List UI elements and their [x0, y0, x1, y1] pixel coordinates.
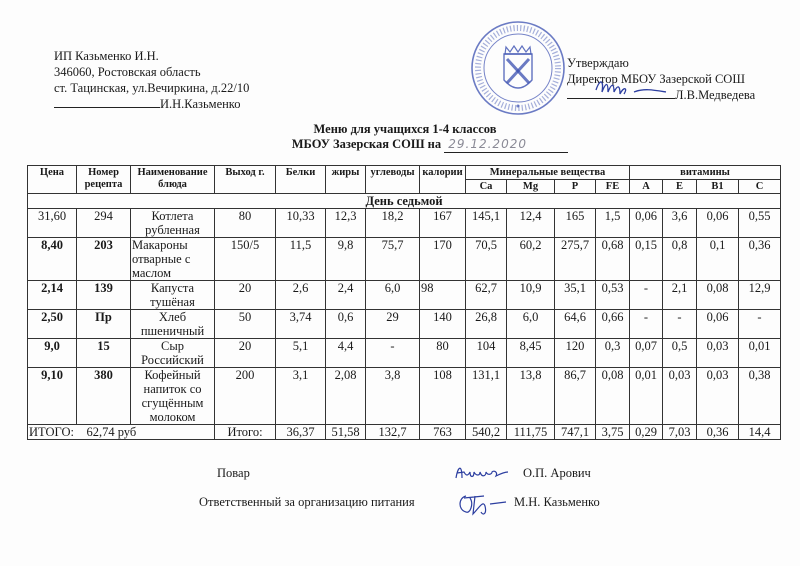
org-address-2: ст. Тацинская, ул.Вечиркина, д.22/10 [54, 81, 250, 95]
cell-carbs: 75,7 [366, 238, 420, 281]
signature-underline [54, 96, 160, 108]
menu-title [0, 122, 800, 153]
header-price: Цена [28, 166, 77, 194]
header-vitamins: витамины [630, 166, 781, 180]
cell-carbs: 29 [366, 310, 420, 339]
cell-price: 9,0 [28, 339, 77, 368]
header-ca: Ca [466, 180, 507, 194]
table-row [28, 238, 781, 281]
header-carbs: углеводы [366, 166, 420, 194]
cell-ca: 131,1 [466, 368, 507, 425]
cell-c: - [739, 310, 781, 339]
cell-e: 0,5 [663, 339, 697, 368]
cell-dish: Макароны отварные с маслом [131, 238, 215, 281]
header-p: P [555, 180, 596, 194]
cell-fat: 12,3 [326, 209, 366, 238]
cell-e: 0,03 [663, 368, 697, 425]
menu-title-line1: Меню для учащихся 1-4 классов [313, 122, 497, 136]
cell-a: 0,01 [630, 368, 663, 425]
cell-recipe: Пр [77, 310, 131, 339]
menu-date: 29.12.2020 [444, 137, 568, 153]
approve-label: Утверждаю [567, 56, 629, 70]
total-cell [28, 425, 215, 440]
cell-protein: 3,1 [276, 368, 326, 425]
cell-dish: Кофейный напиток со сгущённым молоком [131, 368, 215, 425]
cell-yield: 80 [215, 209, 276, 238]
cell-p: 165 [555, 209, 596, 238]
cell-fe: 0,08 [596, 368, 630, 425]
cell-protein: 3,74 [276, 310, 326, 339]
cell-ca: 70,5 [466, 238, 507, 281]
responsible-label: Ответственный за организацию питания [199, 495, 415, 509]
cell-calories: 170 [420, 238, 466, 281]
header-yield: Выход г. [215, 166, 276, 194]
cell-a: - [630, 281, 663, 310]
cell-protein: 10,33 [276, 209, 326, 238]
cell-p: 86,7 [555, 368, 596, 425]
cell-protein: 2,6 [276, 281, 326, 310]
cell-mg: 10,9 [507, 281, 555, 310]
cell-recipe: 380 [77, 368, 131, 425]
cell-fat: 4,4 [326, 339, 366, 368]
header-dish: Наименование блюда [131, 166, 215, 194]
cell-c: 0,55 [739, 209, 781, 238]
cell-c: 0,38 [739, 368, 781, 425]
cell-price: 2,14 [28, 281, 77, 310]
cook-name: О.П. Арович [523, 466, 591, 480]
cell-mg: 8,45 [507, 339, 555, 368]
cell-fe: 1,5 [596, 209, 630, 238]
cell-dish: Капуста тушёная [131, 281, 215, 310]
day-row [28, 194, 781, 209]
cell-mg: 12,4 [507, 209, 555, 238]
cell-ca: 145,1 [466, 209, 507, 238]
header-b1: B1 [697, 180, 739, 194]
org-address-1: 346060, Ростовская область [54, 65, 201, 79]
total-b1: 0,36 [697, 425, 739, 440]
org-signature-line [54, 96, 249, 112]
cell-fat: 2,08 [326, 368, 366, 425]
cell-fe: 0,68 [596, 238, 630, 281]
cell-recipe: 294 [77, 209, 131, 238]
total-fat: 51,58 [326, 425, 366, 440]
table-row [28, 310, 781, 339]
cell-mg: 6,0 [507, 310, 555, 339]
menu-table [27, 165, 781, 440]
total-p: 747,1 [555, 425, 596, 440]
org-name: ИП Казьменко И.Н. [54, 49, 159, 63]
table-row [28, 209, 781, 238]
header-e: E [663, 180, 697, 194]
cook-label: Повар [217, 466, 250, 480]
header-recipe: Номер рецепта [77, 166, 131, 194]
total-label: ИТОГО: [29, 425, 74, 439]
table-header-row [28, 166, 781, 180]
cell-mg: 60,2 [507, 238, 555, 281]
header-a: A [630, 180, 663, 194]
cell-yield: 50 [215, 310, 276, 339]
cell-recipe: 15 [77, 339, 131, 368]
cell-fe: 0,66 [596, 310, 630, 339]
org-signatory: И.Н.Казьменко [160, 97, 241, 111]
cell-p: 275,7 [555, 238, 596, 281]
cell-price: 9,10 [28, 368, 77, 425]
cell-protein: 5,1 [276, 339, 326, 368]
cell-yield: 150/5 [215, 238, 276, 281]
cell-carbs: 18,2 [366, 209, 420, 238]
header-calories: калории [420, 166, 466, 194]
cook-signature [452, 462, 512, 482]
official-stamp [470, 12, 566, 124]
menu-title-line2 [0, 137, 800, 153]
cell-fe: 0,3 [596, 339, 630, 368]
total-a: 0,29 [630, 425, 663, 440]
cell-a: 0,06 [630, 209, 663, 238]
total-calories: 763 [420, 425, 466, 440]
organization-block [54, 48, 249, 112]
approve-position: Директор МБОУ Зазерской СОШ [567, 72, 745, 86]
cell-fe: 0,53 [596, 281, 630, 310]
total-c: 14,4 [739, 425, 781, 440]
cell-calories: 167 [420, 209, 466, 238]
cell-e: 0,8 [663, 238, 697, 281]
responsible-name: М.Н. Казьменко [514, 495, 600, 509]
header-mg: Mg [507, 180, 555, 194]
total-e: 7,03 [663, 425, 697, 440]
table-row [28, 368, 781, 425]
cell-fat: 2,4 [326, 281, 366, 310]
cell-calories: 108 [420, 368, 466, 425]
cell-a: 0,07 [630, 339, 663, 368]
cell-c: 12,9 [739, 281, 781, 310]
cell-carbs: 6,0 [366, 281, 420, 310]
cell-ca: 62,7 [466, 281, 507, 310]
total-itogo-label: Итого: [215, 425, 276, 440]
cell-fat: 9,8 [326, 238, 366, 281]
cell-b1: 0,03 [697, 339, 739, 368]
cell-calories: 98 [420, 281, 466, 310]
total-row [28, 425, 781, 440]
cell-yield: 20 [215, 339, 276, 368]
total-fe: 3,75 [596, 425, 630, 440]
cell-ca: 104 [466, 339, 507, 368]
cell-p: 64,6 [555, 310, 596, 339]
cell-e: 2,1 [663, 281, 697, 310]
total-mg: 111,75 [507, 425, 555, 440]
cell-e: 3,6 [663, 209, 697, 238]
day-label: День седьмой [28, 194, 781, 209]
cell-mg: 13,8 [507, 368, 555, 425]
school-name: МБОУ Зазерская СОШ на [291, 137, 442, 151]
cell-calories: 140 [420, 310, 466, 339]
cell-p: 35,1 [555, 281, 596, 310]
approve-signatory: Л.В.Медведева [675, 88, 756, 102]
cell-protein: 11,5 [276, 238, 326, 281]
cell-yield: 200 [215, 368, 276, 425]
cell-recipe: 203 [77, 238, 131, 281]
cell-fat: 0,6 [326, 310, 366, 339]
header-c: C [739, 180, 781, 194]
table-row [28, 281, 781, 310]
header-fat: жиры [326, 166, 366, 194]
cell-dish: Хлеб пшеничный [131, 310, 215, 339]
total-ca: 540,2 [466, 425, 507, 440]
cell-b1: 0,06 [697, 310, 739, 339]
director-signature [590, 74, 670, 98]
cell-price: 8,40 [28, 238, 77, 281]
cell-c: 0,36 [739, 238, 781, 281]
header-fe: FE [596, 180, 630, 194]
cell-calories: 80 [420, 339, 466, 368]
cell-carbs: 3,8 [366, 368, 420, 425]
total-carbs: 132,7 [366, 425, 420, 440]
cell-ca: 26,8 [466, 310, 507, 339]
total-price: 62,74 руб [86, 425, 137, 439]
cell-b1: 0,03 [697, 368, 739, 425]
cell-b1: 0,1 [697, 238, 739, 281]
cell-a: 0,15 [630, 238, 663, 281]
cell-carbs: - [366, 339, 420, 368]
cell-yield: 20 [215, 281, 276, 310]
cell-p: 120 [555, 339, 596, 368]
cell-dish: Котлета рубленная [131, 209, 215, 238]
total-protein: 36,37 [276, 425, 326, 440]
table-row [28, 339, 781, 368]
cell-a: - [630, 310, 663, 339]
cell-dish: Сыр Российский [131, 339, 215, 368]
cell-e: - [663, 310, 697, 339]
header-minerals: Минеральные вещества [466, 166, 630, 180]
cell-b1: 0,06 [697, 209, 739, 238]
cell-recipe: 139 [77, 281, 131, 310]
header-protein: Белки [276, 166, 326, 194]
cell-b1: 0,08 [697, 281, 739, 310]
cell-price: 31,60 [28, 209, 77, 238]
responsible-signature [456, 490, 508, 518]
cell-price: 2,50 [28, 310, 77, 339]
cell-c: 0,01 [739, 339, 781, 368]
